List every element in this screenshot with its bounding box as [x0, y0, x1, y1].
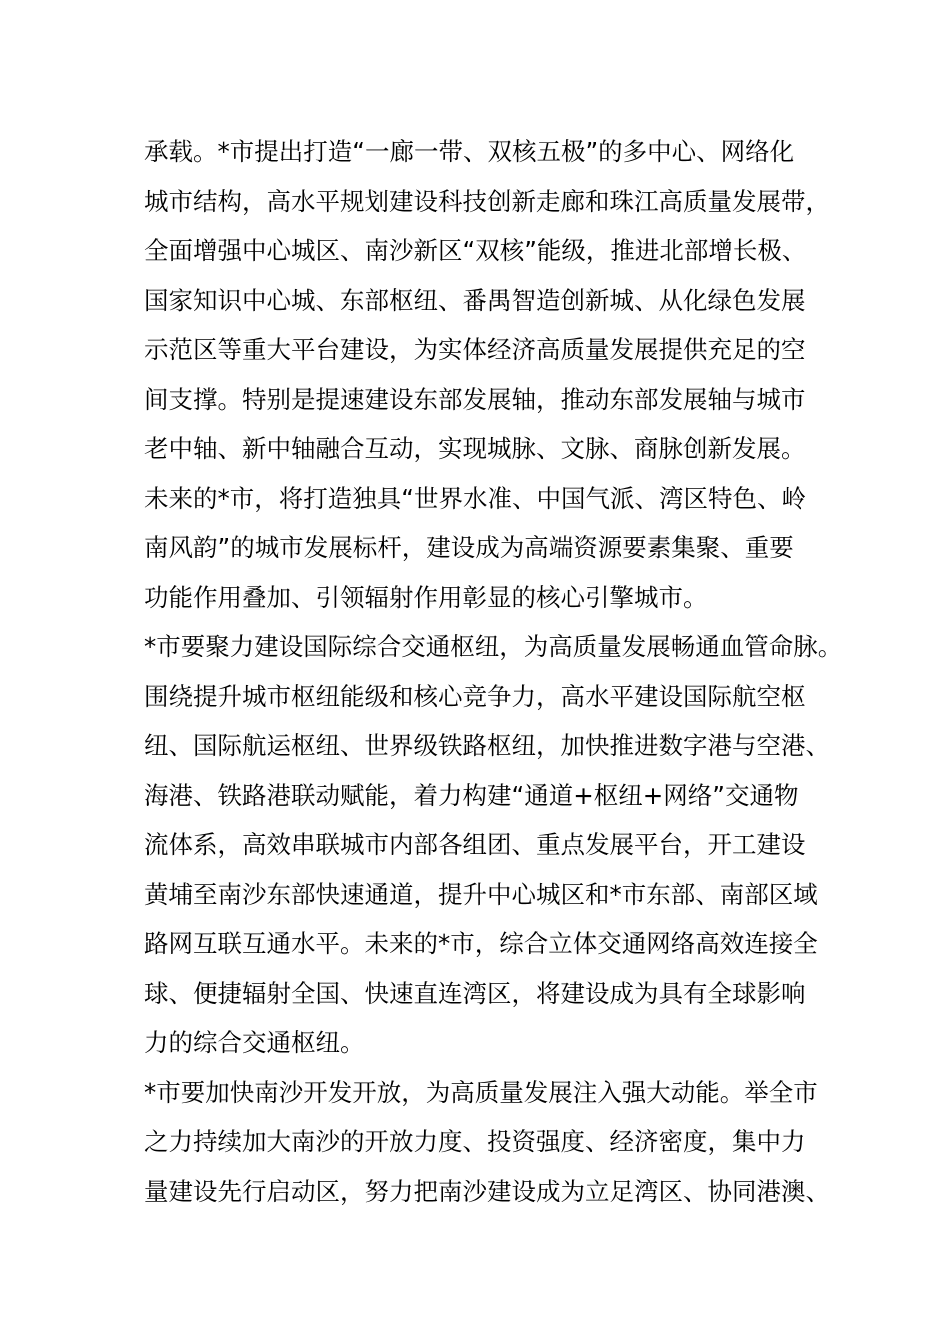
text-line: 量建设先行启动区，努力把南沙建设成为立足湾区、协同港澳、 — [144, 1176, 830, 1206]
text-line: 黄埔至南沙东部快速通道，提升中心城区和*市东部、南部区域 — [144, 879, 818, 909]
text-line: 之力持续加大南沙的开放力度、投资强度、经济密度，集中力 — [144, 1127, 806, 1156]
text-line: *市要加快南沙开发开放，为高质量发展注入强大动能。举全市 — [144, 1077, 818, 1107]
text-line: 国家知识中心城、东部枢纽、番禺智造创新城、从化绿色发展 — [144, 285, 806, 315]
text-line: 球、便捷辐射全国、快速直连湾区，将建设成为具有全球影响 — [144, 978, 806, 1008]
text-line: 城市结构，高水平规划建设科技创新走廊和珠江高质量发展带， — [144, 186, 830, 216]
body-text — [144, 127, 844, 1216]
text-line: 围绕提升城市枢纽能级和核心竞争力，高水平建设国际航空枢 — [144, 681, 806, 711]
text-line: 示范区等重大平台建设，为实体经济高质量发展提供充足的空 — [144, 335, 806, 364]
text-line: 纽、国际航运枢纽、世界级铁路枢纽，加快推进数字港与空港、 — [144, 731, 830, 760]
text-line: 路网互联互通水平。未来的*市，综合立体交通网络高效连接全 — [144, 929, 818, 958]
text-line: 流体系，高效串联城市内部各组团、重点发展平台，开工建设 — [144, 830, 806, 859]
text-line: 全面增强中心城区、南沙新区“双核”能级，推进北部增长极、 — [144, 236, 807, 265]
text-line: 功能作用叠加、引领辐射作用彰显的核心引擎城市。 — [144, 582, 708, 612]
text-line: 承载。*市提出打造“一廊一带、双核五极”的多中心、网络化 — [144, 137, 795, 166]
text-line: 南风韵”的城市发展标杆，建设成为高端资源要素集聚、重要 — [144, 533, 794, 562]
text-line: 力的综合交通枢纽。 — [144, 1028, 365, 1057]
text-line: 海港、铁路港联动赋能，着力构建“通道+枢纽+网络”交通物 — [144, 780, 799, 810]
text-line: 间支撑。特别是提速建设东部发展轴，推动东部发展轴与城市 — [144, 384, 806, 414]
text-line: 未来的*市，将打造独具“世界水准、中国气派、湾区特色、岭 — [144, 483, 806, 513]
text-line: *市要聚力建设国际综合交通枢纽，为高质量发展畅通血管命脉。 — [144, 632, 843, 661]
text-line: 老中轴、新中轴融合互动，实现城脉、文脉、商脉创新发展。 — [144, 434, 806, 463]
